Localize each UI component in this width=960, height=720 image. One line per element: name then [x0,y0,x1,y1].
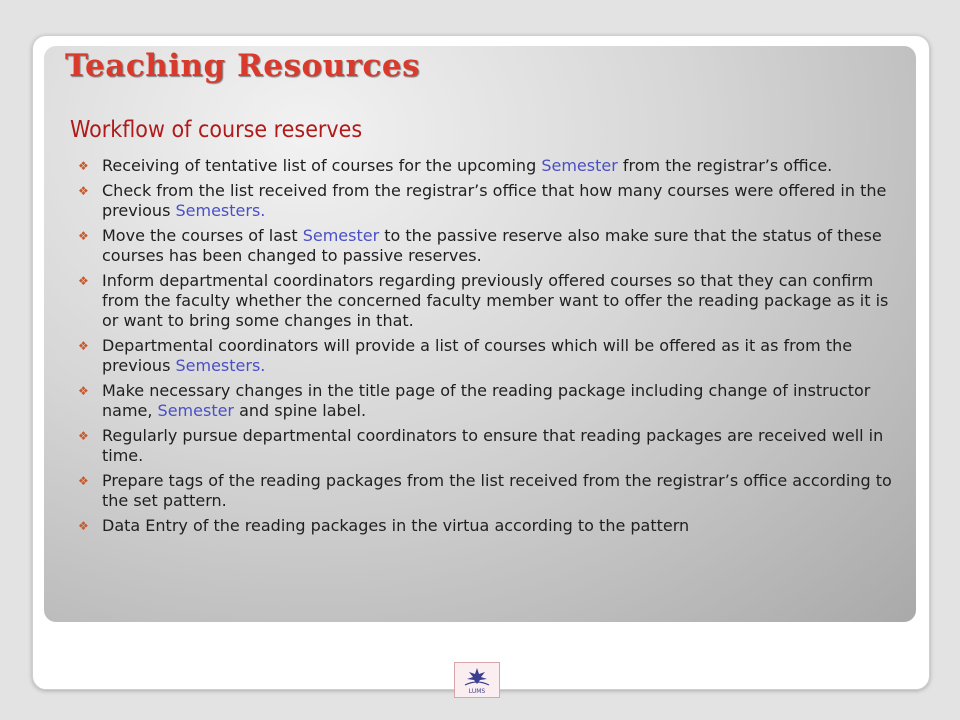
list-item: ❖ Make necessary changes in the title page of the reading package including change of instructor name, Semester and spine label. [78,381,871,420]
lums-logo [454,662,500,698]
logo-text: LUMS [468,688,486,695]
diamond-bullet-icon: ❖ [78,474,89,488]
list-item: ❖ Receiving of tentative list of courses for the upcoming Semester from the registrar’s office. [78,156,833,175]
diamond-bullet-icon: ❖ [78,519,89,533]
slide-title: Teaching Resources [65,48,421,84]
list-item: ❖ Check from the list received from the registrar’s office that how many courses were offered in the previous Semesters. [78,181,887,220]
diamond-bullet-icon: ❖ [78,274,89,288]
diamond-bullet-icon: ❖ [78,384,89,398]
diamond-bullet-icon: ❖ [78,339,89,353]
list-item: ❖ Inform departmental coordinators regarding previously offered courses so that they can confirm from the faculty whether the concerned faculty member want to offer the reading package as it is or want to bring some changes in that. [78,271,889,330]
diamond-bullet-icon: ❖ [78,159,89,173]
slide-subtitle: Workflow of course reserves [70,117,363,143]
diamond-bullet-icon: ❖ [78,429,89,443]
list-item: ❖ Data Entry of the reading packages in the virtua according to the pattern [78,516,690,535]
diamond-bullet-icon: ❖ [78,184,89,198]
workflow-steps-list [78,156,908,541]
list-item: ❖ Prepare tags of the reading packages from the list received from the registrar’s office according to the set pattern. [78,471,892,510]
list-item: ❖ Departmental coordinators will provide a list of courses which will be offered as it as from the previous Semesters. [78,336,853,375]
list-item: ❖ Move the courses of last Semester to the passive reserve also make sure that the status of these courses has been changed to passive reserves. [78,226,882,265]
diamond-bullet-icon: ❖ [78,229,89,243]
lums-logo-icon [455,663,499,697]
list-item: ❖ Regularly pursue departmental coordinators to ensure that reading packages are received well in time. [78,426,884,465]
